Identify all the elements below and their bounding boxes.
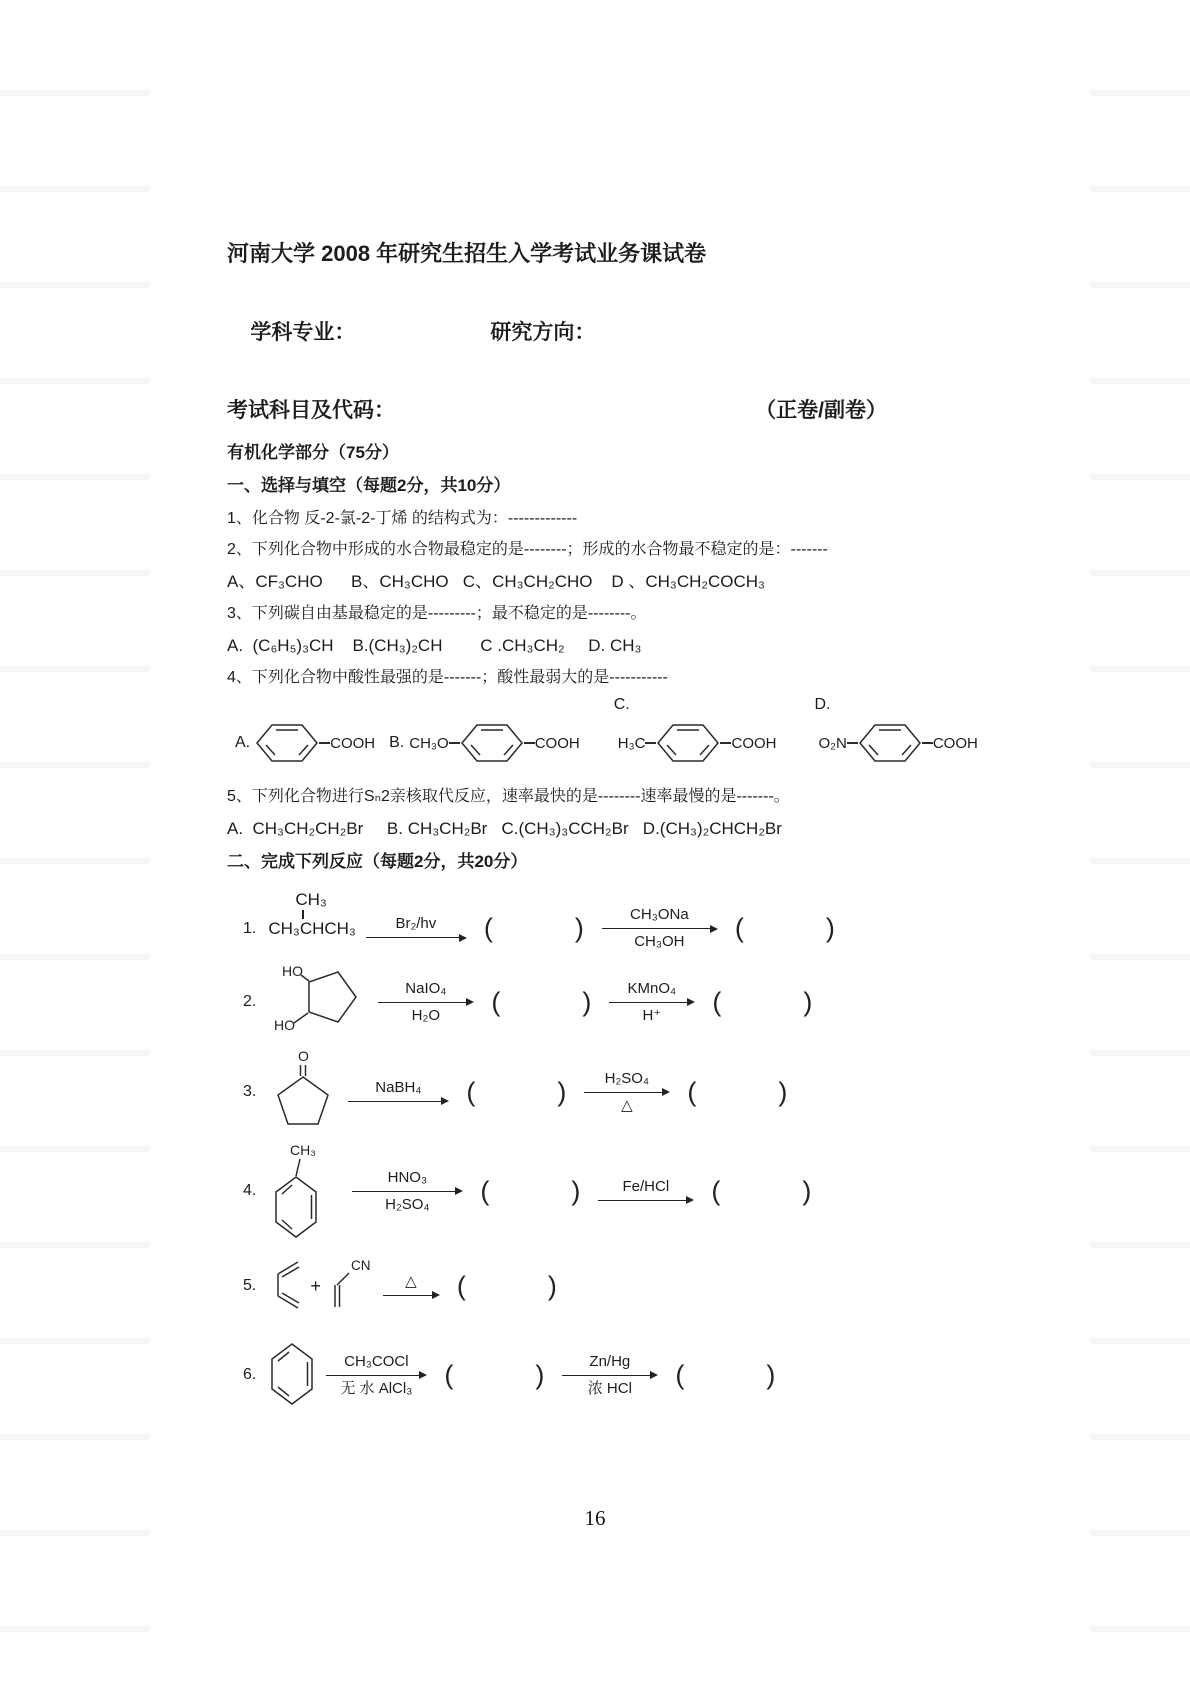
arrow-line [348, 1097, 448, 1106]
reaction-4-number: 4. [243, 1182, 257, 1199]
arrow-reagent-bottom: H⁺ [642, 1006, 662, 1024]
arrow-reagent-top: CH₃COCl [344, 1352, 409, 1370]
paren-open: ( [480, 1175, 490, 1206]
reaction-arrow [584, 1070, 669, 1115]
benzene-ring-icon [460, 723, 524, 763]
reaction-6-number: 6. [243, 1366, 257, 1383]
paren-open: ( [456, 1270, 466, 1301]
bond-line [319, 742, 330, 744]
question-3: 3、下列碳自由基最稳定的是---------；最不稳定的是--------。 [227, 605, 647, 622]
structure-b-label: B. [389, 734, 405, 751]
question-4-structures [235, 696, 978, 776]
organic-section-heading: 有机化学部分（75分） [227, 443, 399, 462]
page-number: 16 [584, 1506, 606, 1530]
question-5: 5、下列化合物进行Sₙ2亲核取代反应，速率最快的是--------速率最慢的是-------。 [227, 788, 790, 805]
paren-open: ( [483, 913, 493, 943]
paren-close: ) [574, 913, 584, 943]
answer-blank-parens [491, 987, 591, 1018]
question-2-options: A、CF₃CHO B、CH₃CHO C、CH₃CH₂CHO D 、CH₃CH₂COCH₃ [227, 572, 765, 591]
arrow-reagent-top: CH₃ONa [630, 906, 689, 923]
methyl-label: CH₃ [290, 1142, 317, 1158]
bond-line [645, 742, 656, 744]
reaction-3-number: 3. [243, 1083, 257, 1100]
arrow-reagent-top: NaBH₄ [375, 1078, 422, 1096]
structure-a-label: A. [235, 734, 251, 751]
cooh-group: COOH [731, 734, 777, 752]
arrow-reagent-top: Zn/Hg [589, 1352, 631, 1370]
reaction-arrow [378, 980, 473, 1025]
arrow-reagent-bottom: H₂SO₄ [385, 1195, 430, 1213]
answer-blank-parens [484, 913, 584, 944]
answer-blank-parens [687, 1077, 787, 1108]
benzene-ring-icon [858, 723, 922, 763]
paren-close: ) [557, 1076, 567, 1107]
reaction-5 [243, 1257, 977, 1315]
nitrile-label: CN [350, 1258, 371, 1273]
bond-line [922, 742, 933, 744]
bond-line [720, 742, 731, 744]
structure-c-label: C. [613, 696, 630, 713]
answer-blank-parens [480, 1176, 580, 1207]
benzene-ring-icon [656, 723, 720, 763]
paren-close: ) [582, 986, 592, 1017]
arrow-reagent-top: KMnO₄ [627, 979, 677, 997]
part2-heading: 二、完成下列反应（每题2分，共20分） [227, 852, 528, 871]
paper-copy-note: （正卷/副卷） [755, 399, 887, 422]
bond-line [524, 742, 535, 744]
question-1: 1、化合物 反-2-氯-2-丁烯 的结构式为：------------- [227, 510, 578, 527]
cooh-group: COOH [534, 734, 580, 752]
exam-document [227, 240, 977, 1409]
paren-close: ) [778, 1076, 788, 1107]
arrow-line [598, 1196, 693, 1205]
butadiene-structure [268, 1258, 304, 1314]
methoxy-group: CH₃O [409, 734, 449, 752]
reaction-4 [243, 1141, 977, 1241]
answer-blank-parens [711, 1176, 811, 1207]
hydroxyl-label-bottom: HO [274, 1017, 296, 1033]
arrow-reagent-bottom: H₂O [411, 1006, 440, 1024]
major-field-label: 学科专业： [250, 321, 356, 344]
arrow-reagent-top: H₂SO₄ [604, 1069, 650, 1087]
paren-open: ( [711, 1175, 721, 1206]
answer-blank-parens [735, 913, 835, 944]
question-5-options: A. CH₃CH₂CH₂Br B. CH₃CH₂Br C.(CH₃)₃CCH₂Br D.(CH₃)₂CHCH₂Br [227, 819, 782, 838]
arrow-reagent-top: Fe/HCl [622, 1177, 670, 1195]
arrow-line [378, 998, 473, 1007]
scan-stripe-right [1090, 0, 1190, 1683]
arrow-reagent-top: △ [405, 1272, 417, 1290]
carbon-chain-formula: CH₃CHCH₃ [268, 919, 356, 938]
arrow-reagent-top: HNO₃ [387, 1168, 428, 1186]
arrow-reagent-bottom: CH₃OH [634, 933, 685, 950]
question-3-options: A. (C₆H₅)₃CH B.(CH₃)₂CH C .CH₃CH₂ D. CH₃ [227, 636, 642, 655]
reaction-1 [243, 890, 977, 953]
major-direction-row [227, 294, 977, 372]
structure-b-methoxybenzoic-acid [389, 720, 580, 766]
cooh-group: COOH [932, 734, 978, 752]
paren-open: ( [675, 1359, 685, 1390]
answer-blank-parens [466, 1077, 566, 1108]
paren-close: ) [535, 1359, 545, 1390]
arrow-line [366, 933, 466, 942]
carbonyl-oxygen-label: O [298, 1049, 310, 1064]
reaction-arrow [602, 906, 717, 951]
structure-d-nitrobenzoic-acid [814, 696, 978, 766]
methyl-group: H₃C [617, 734, 646, 752]
benzene-ring-icon [255, 723, 319, 763]
bond-line [847, 742, 858, 744]
arrow-line [609, 998, 694, 1007]
methyl-branch-label: CH₃ [295, 890, 327, 909]
paren-open: ( [687, 1076, 697, 1107]
arrow-reagent-top: NaIO₄ [405, 979, 447, 997]
reaction-2 [243, 963, 977, 1041]
paren-open: ( [712, 986, 722, 1017]
nitro-group: O₂N [818, 734, 847, 752]
reaction-arrow [352, 1169, 462, 1214]
reaction-3 [243, 1049, 977, 1135]
question-4: 4、下列化合物中酸性最强的是-------；酸性最弱大的是----------- [227, 669, 668, 686]
answer-blank-parens [457, 1271, 557, 1302]
reaction-5-number: 5. [243, 1277, 257, 1294]
cyclopentanediol-structure [268, 963, 368, 1041]
benzene-structure [268, 1341, 316, 1409]
arrow-line [584, 1088, 669, 1097]
arrow-reagent-bottom: △ [621, 1096, 633, 1114]
arrow-reagent-top: Br₂/hv [395, 915, 437, 932]
bond-line [449, 742, 460, 744]
isobutane-structure [268, 890, 356, 939]
reaction-arrow [366, 915, 466, 942]
answer-blank-parens [712, 987, 812, 1018]
structure-d-label: D. [814, 696, 831, 713]
subject-code-row [227, 398, 887, 424]
reaction-6 [243, 1341, 977, 1409]
plus-sign: + [310, 1275, 321, 1296]
paren-close: ) [766, 1359, 776, 1390]
subject-code-label: 考试科目及代码： [227, 399, 395, 422]
reaction-arrow [598, 1178, 693, 1205]
reaction-2-number: 2. [243, 993, 257, 1010]
reaction-1-number: 1. [243, 919, 257, 937]
toluene-structure [268, 1141, 342, 1241]
paren-close: ) [571, 1175, 581, 1206]
paren-open: ( [491, 986, 501, 1017]
acrylonitrile-structure [327, 1257, 373, 1315]
cooh-group: COOH [330, 734, 376, 752]
arrow-line [383, 1291, 439, 1300]
reaction-arrow [326, 1353, 426, 1398]
arrow-line [562, 1371, 657, 1380]
hydroxyl-label-top: HO [282, 963, 304, 979]
arrow-line [326, 1371, 426, 1380]
paren-close: ) [803, 986, 813, 1017]
paren-open: ( [466, 1076, 476, 1107]
exam-title: 河南大学 2008 年研究生招生入学考试业务课试卷 [227, 241, 707, 266]
answer-blank-parens [675, 1360, 775, 1391]
arrow-reagent-bottom: 无 水 AlCl₃ [340, 1379, 413, 1397]
part1-heading: 一、选择与填空（每题2分，共10分） [227, 476, 511, 495]
bond-line [302, 910, 304, 919]
arrow-line [602, 924, 717, 933]
cyclopentanone-structure [268, 1049, 338, 1135]
paren-close: ) [547, 1270, 557, 1301]
paren-open: ( [444, 1359, 454, 1390]
paren-close: ) [802, 1175, 812, 1206]
question-2: 2、下列化合物中形成的水合物最稳定的是--------；形成的水合物最不稳定的是：------- [227, 541, 828, 558]
structure-c-methylbenzoic-acid [613, 696, 777, 766]
reaction-arrow [609, 980, 694, 1025]
reaction-arrow [348, 1079, 448, 1106]
answer-blank-parens [444, 1360, 544, 1391]
arrow-reagent-bottom: 浓 HCl [587, 1379, 632, 1397]
scan-stripe-left [0, 0, 150, 1683]
structure-a-benzoic-acid [235, 720, 375, 766]
paren-open: ( [734, 913, 744, 943]
reaction-arrow [383, 1273, 439, 1300]
paren-close: ) [825, 913, 835, 943]
reaction-arrow [562, 1353, 657, 1398]
arrow-line [352, 1187, 462, 1196]
research-direction-label: 研究方向： [490, 321, 596, 344]
